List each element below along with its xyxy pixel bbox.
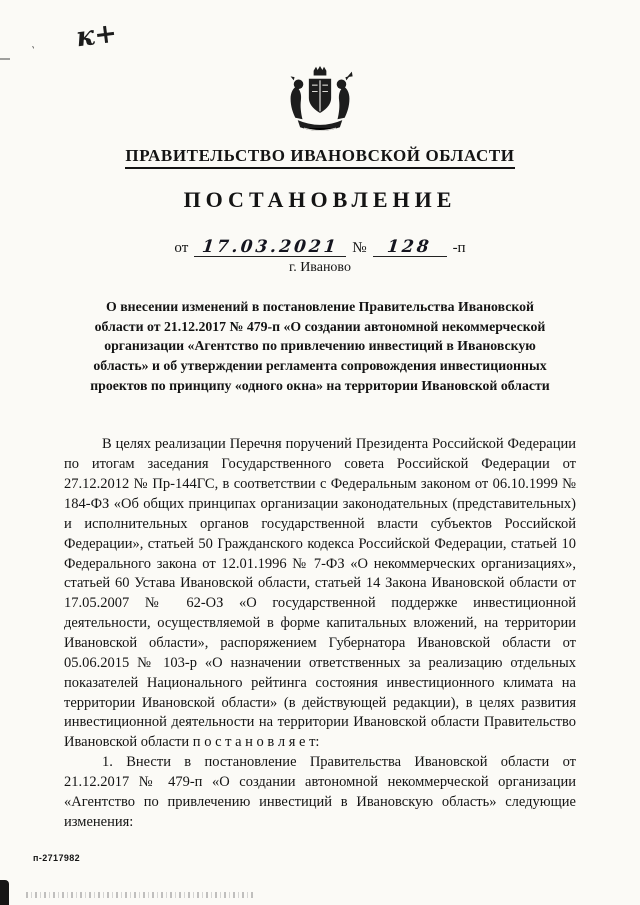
document-subject-title: О внесении изменений в постановление Правительства Ивановской области от 21.12.2017 № 479-п «О создании автономной некоммерческой организации «Агентство по привлечению инвестиций в Ивановскую область» и об утверждении регламента сопровождения инвестиционных проектов по принципу «одного окна» на территории Ивановской области xyxy=(90,298,550,393)
scan-corner-artifact xyxy=(0,880,9,905)
body-paragraph-preamble: В целях реализации Перечня поручений Президента Российской Федерации по итогам заседания Государственного совета Российской Федерации от 27.12.2012 № Пр-144ГС, в соответствии с Федеральным законом от 06.10.1999 № 184-ФЗ «Об общих принципах организации законодательных (представительных) и исполнительных органов государственной власти субъектов Российской Федерации», статьей 50 Гражданского кодекса Российской Федерации, статьей 10 Федерального закона от 12.01.1996 № 7-ФЗ «О некоммерческих организациях», статьей 60 Устава Ивановской области, статьей 14 Закона Ивановской области от 17.05.2007 № 62-ОЗ «О государственной поддержке инвестиционной деятельности, осуществляемой в форме капитальных вложений, на территории Ивановской области», распоряжением Губернатора Ивановской области от 05.06.2015 № 103-р «О назначении ответственных за реализацию отдельных показателей Национального рейтинга состояния инвестиционного климата на территории Ивановской области» (в действующей редакции), в целях развития инвестиционной деятельности на территории Ивановской области Правительство Ивановской области п о с т а н о в л я е т: xyxy=(64,436,576,751)
registration-code: п-2717982 xyxy=(33,853,81,863)
document-body xyxy=(64,435,576,832)
pen-tick-mark: ˎ xyxy=(30,33,40,50)
handwritten-number: 128 xyxy=(386,237,433,257)
body-paragraph-clause-1: 1. Внести в постановление Правительства Ивановской области от 21.12.2017 № 479-п «О создании автономной некоммерческой организации «Агентство по привлечению инвестиций в Ивановскую область» следующие изменения: xyxy=(64,754,576,830)
date-number-line xyxy=(0,238,640,257)
issue-city: г. Иваново xyxy=(289,259,351,275)
number-sign-label: № xyxy=(352,239,367,256)
date-blank-field xyxy=(194,238,346,257)
handwritten-date: 17.03.2021 xyxy=(201,237,340,257)
issuing-authority-title xyxy=(0,146,640,166)
coat-of-arms-icon xyxy=(280,66,360,136)
scan-edge-artifact xyxy=(0,58,10,60)
date-prefix-label: от xyxy=(174,239,189,256)
handwritten-annotation: к+ xyxy=(74,17,119,54)
number-blank-field xyxy=(373,238,447,257)
issuing-authority-text: ПРАВИТЕЛЬСТВО ИВАНОВСКОЙ ОБЛАСТИ xyxy=(125,146,514,169)
number-suffix-label: -п xyxy=(452,239,466,256)
scan-artifact-text xyxy=(26,892,256,898)
document-type-title: ПОСТАНОВЛЕНИЕ xyxy=(183,187,457,212)
